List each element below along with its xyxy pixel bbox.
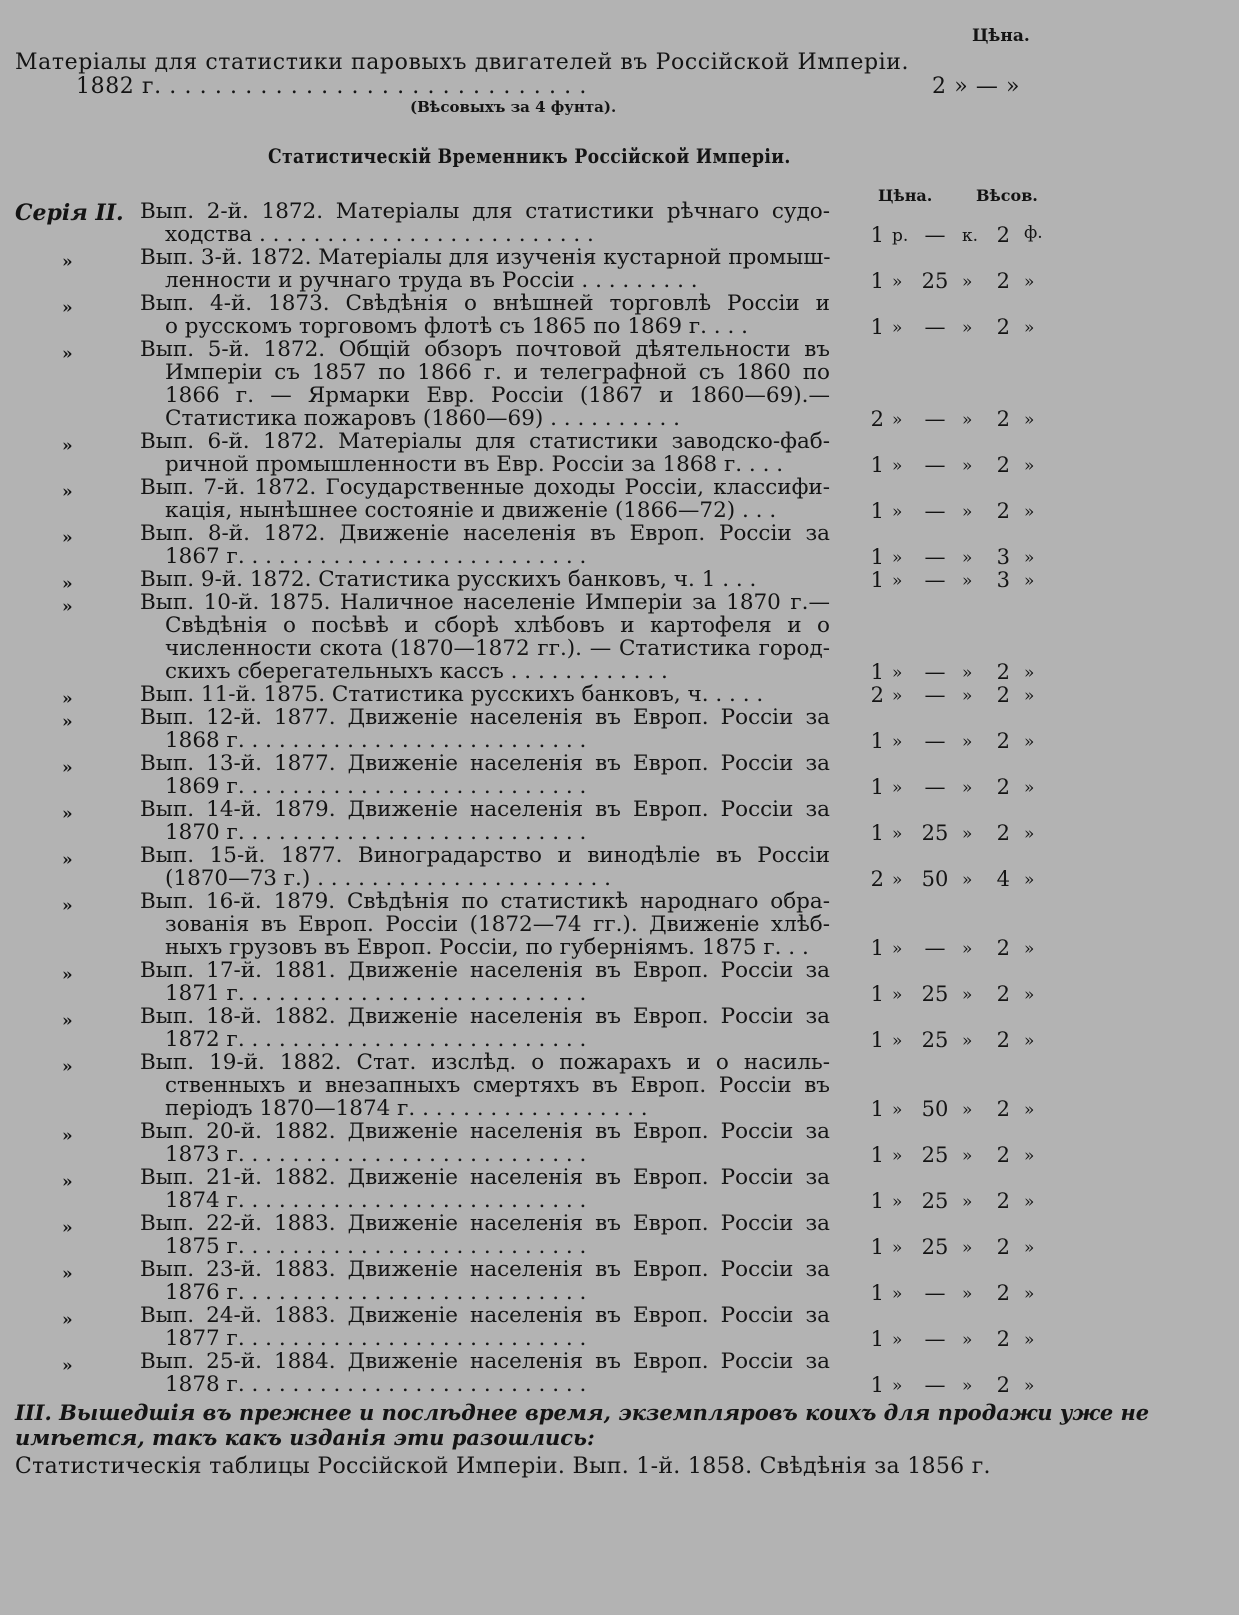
weight-part: » — [1024, 732, 1035, 752]
ditto-mark: » — [62, 1310, 73, 1330]
price-part: 1 — [870, 545, 884, 569]
ditto-mark: » — [62, 1057, 73, 1077]
price-part: — — [924, 1373, 946, 1397]
price-part: » — [962, 732, 973, 752]
weight-part: 2 — [996, 660, 1010, 684]
issue-text-line: Имперіи съ 1857 по 1866 г. и телеграфной съ 1860 по — [165, 361, 830, 384]
price-part: р. — [892, 226, 909, 246]
weight-part: 2 — [996, 1143, 1010, 1167]
price-part: » — [962, 456, 973, 476]
issue-text-line: Статистика пожаровъ (1860—69) . . . . . . . . . . — [165, 407, 680, 430]
issue-text-line: Вып. 10-й. 1875. Наличное населеніе Имперіи за 1870 г.— — [140, 591, 830, 614]
price-part: » — [892, 824, 903, 844]
weight-part: 4 — [996, 867, 1010, 891]
issue-text-line: 1874 г. . . . . . . . . . . . . . . . . . . . . . . . . . — [165, 1189, 587, 1212]
ditto-mark: » — [62, 1126, 73, 1146]
section-iii-line-2: имѣется, такъ какъ изданія эти разошлись: — [15, 1425, 595, 1450]
price-part: 2 — [870, 867, 884, 891]
issue-text-line: 1869 г. . . . . . . . . . . . . . . . . . . . . . . . . . — [165, 775, 587, 798]
issue-text-line: (1870—73 г.) . . . . . . . . . . . . . . . . . . . . . . — [165, 867, 611, 890]
weight-part: » — [1024, 824, 1035, 844]
price-part: » — [892, 985, 903, 1005]
price-part: 1 — [870, 821, 884, 845]
weight-part: » — [1024, 1238, 1035, 1258]
issue-text-line: Вып. 17-й. 1881. Движеніе населенія въ Европ. Россіи за — [140, 959, 830, 982]
weight-part: » — [1024, 1146, 1035, 1166]
price-part: 1 — [870, 315, 884, 339]
weight-part: 2 — [996, 499, 1010, 523]
issue-text-line: Вып. 25-й. 1884. Движеніе населенія въ Европ. Россіи за — [140, 1350, 830, 1373]
weight-part: 2 — [996, 936, 1010, 960]
weight-part: » — [1024, 548, 1035, 568]
ditto-mark: » — [62, 1218, 73, 1238]
weight-part: » — [1024, 778, 1035, 798]
weight-part: » — [1024, 1330, 1035, 1350]
issue-text-line: Вып. 3-й. 1872. Матеріалы для изученія кустарной промыш- — [140, 246, 830, 269]
issue-text-line: Вып. 16-й. 1879. Свѣдѣнія по статистикѣ народнаго обра- — [140, 890, 830, 913]
ditto-mark: » — [62, 712, 73, 732]
weight-part: » — [1024, 663, 1035, 683]
issue-text-line: 1866 г. — Ярмарки Евр. Россіи (1867 и 1860—69).— — [165, 384, 830, 407]
price-part: 1 — [870, 223, 884, 247]
weight-part: ф. — [1024, 223, 1043, 243]
issue-text-line: 1875 г. . . . . . . . . . . . . . . . . . . . . . . . . . — [165, 1235, 587, 1258]
weight-part: » — [1024, 1376, 1035, 1396]
issue-text-line: Вып. 18-й. 1882. Движеніе населенія въ Европ. Россіи за — [140, 1005, 830, 1028]
ditto-mark: » — [62, 896, 73, 916]
price-part: к. — [962, 226, 979, 246]
price-part: — — [924, 315, 946, 339]
ditto-mark: » — [62, 597, 73, 617]
weight-part: » — [1024, 456, 1035, 476]
price-part: » — [962, 663, 973, 683]
weight-part: 2 — [996, 775, 1010, 799]
price-part: 1 — [870, 499, 884, 523]
issue-text-line: Вып. 7-й. 1872. Государственные доходы Россіи, классифи- — [140, 476, 830, 499]
ditto-mark: » — [62, 1356, 73, 1376]
price-part: 50 — [921, 1097, 949, 1121]
price-part: 1 — [870, 1281, 884, 1305]
issue-text-line: Вып. 14-й. 1879. Движеніе населенія въ Европ. Россіи за — [140, 798, 830, 821]
price-part: » — [962, 778, 973, 798]
price-part: » — [962, 686, 973, 706]
weight-part: » — [1024, 410, 1035, 430]
price-part: 1 — [870, 453, 884, 477]
price-part: » — [962, 571, 973, 591]
weight-part: 2 — [996, 1327, 1010, 1351]
price-part: 25 — [921, 1028, 949, 1052]
series-label: Серія II. — [15, 200, 124, 226]
price-part: — — [924, 568, 946, 592]
price-part: 1 — [870, 1143, 884, 1167]
ditto-mark: » — [62, 804, 73, 824]
intro-weight-note: (Вѣсовыхъ за 4 фунта). — [410, 98, 617, 116]
issue-text-line: 1871 г. . . . . . . . . . . . . . . . . . . . . . . . . . — [165, 982, 587, 1005]
weight-part: » — [1024, 985, 1035, 1005]
issue-text-line: скихъ сберегательныхъ кассъ . . . . . . . . . . . . — [165, 660, 668, 683]
section-iii-line-1: III. Вышедшія въ прежнее и послѣднее время, экземпляровъ коихъ для продажи уже не — [15, 1400, 1150, 1425]
issue-text-line: Вып. 4-й. 1873. Свѣдѣнія о внѣшней торговлѣ Россіи и — [140, 292, 830, 315]
weight-part: » — [1024, 272, 1035, 292]
price-part: 2 — [870, 683, 884, 707]
price-part: — — [924, 775, 946, 799]
price-part: » — [962, 1376, 973, 1396]
price-part: » — [962, 939, 973, 959]
issue-text-line: зованія въ Европ. Россіи (1872—74 гг.). Движеніе хлѣб- — [165, 913, 830, 936]
ditto-mark: » — [62, 1264, 73, 1284]
price-part: 1 — [870, 1097, 884, 1121]
price-part: » — [962, 1284, 973, 1304]
weight-part: » — [1024, 686, 1035, 706]
price-part: » — [892, 410, 903, 430]
price-part: » — [892, 686, 903, 706]
issue-text-line: Свѣдѣнія о посѣвѣ и сборѣ хлѣбовъ и картофеля и о — [165, 614, 830, 637]
issue-text-line: ходства . . . . . . . . . . . . . . . . . . . . . . . . . — [165, 223, 594, 246]
price-part: » — [892, 1330, 903, 1350]
price-part: — — [924, 683, 946, 707]
price-part: » — [962, 318, 973, 338]
weight-part: » — [1024, 571, 1035, 591]
price-part: » — [892, 778, 903, 798]
ditto-mark: » — [62, 344, 73, 364]
weight-part: 2 — [996, 407, 1010, 431]
price-part: 1 — [870, 1028, 884, 1052]
ditto-mark: » — [62, 850, 73, 870]
issue-text-line: ныхъ грузовъ въ Европ. Россіи, по губерніямъ. 1875 г. . . — [165, 936, 809, 959]
price-part: » — [962, 824, 973, 844]
weight-part: » — [1024, 1284, 1035, 1304]
price-part: » — [962, 1031, 973, 1051]
issue-text-line: Вып. 24-й. 1883. Движеніе населенія въ Европ. Россіи за — [140, 1304, 830, 1327]
price-part: » — [892, 939, 903, 959]
price-part: » — [892, 1376, 903, 1396]
price-part: » — [892, 1192, 903, 1212]
ditto-mark: » — [62, 436, 73, 456]
price-part: 25 — [921, 982, 949, 1006]
price-part: » — [962, 410, 973, 430]
final-entry: Статистическія таблицы Россійской Имперіи. Вып. 1-й. 1858. Свѣдѣнія за 1856 г. — [15, 1454, 991, 1479]
weight-part: » — [1024, 1031, 1035, 1051]
weight-part: 2 — [996, 1028, 1010, 1052]
intro-price: 2 » — » — [932, 74, 1021, 99]
weight-part: 2 — [996, 982, 1010, 1006]
issue-text-line: Вып. 6-й. 1872. Матеріалы для статистики заводско-фаб- — [140, 430, 830, 453]
price-part: » — [962, 1100, 973, 1120]
column-price-header: Цѣна. — [878, 186, 933, 205]
issue-text-line: ственныхъ и внезапныхъ смертяхъ въ Европ. Россіи въ — [165, 1074, 830, 1097]
issue-text-line: ленности и ручнаго труда въ Россіи . . . . . . . . . — [165, 269, 698, 292]
issue-text-line: періодъ 1870—1874 г. . . . . . . . . . . . . . . . . . — [165, 1097, 648, 1120]
issue-text-line: 1877 г. . . . . . . . . . . . . . . . . . . . . . . . . . — [165, 1327, 587, 1350]
ditto-mark: » — [62, 1172, 73, 1192]
weight-part: » — [1024, 939, 1035, 959]
price-part: » — [962, 548, 973, 568]
price-part: 1 — [870, 775, 884, 799]
price-part: » — [892, 272, 903, 292]
price-part: » — [962, 985, 973, 1005]
price-part: 2 — [870, 407, 884, 431]
issue-text-line: Вып. 15-й. 1877. Виноградарство и винодѣліе въ Россіи — [140, 844, 830, 867]
weight-part: » — [1024, 1100, 1035, 1120]
issue-text-line: Вып. 12-й. 1877. Движеніе населенія въ Европ. Россіи за — [140, 706, 830, 729]
price-part: » — [892, 318, 903, 338]
weight-part: 2 — [996, 683, 1010, 707]
price-part: — — [924, 729, 946, 753]
price-part: — — [924, 660, 946, 684]
price-part: 1 — [870, 269, 884, 293]
issue-text-line: кація, нынѣшнее состояніе и движеніе (1866—72) . . . — [165, 499, 777, 522]
price-part: 1 — [870, 982, 884, 1006]
price-part: — — [924, 453, 946, 477]
weight-part: 2 — [996, 315, 1010, 339]
price-part: » — [892, 1100, 903, 1120]
price-part: 25 — [921, 1143, 949, 1167]
issue-text-line: Вып. 22-й. 1883. Движеніе населенія въ Европ. Россіи за — [140, 1212, 830, 1235]
issue-text-line: 1872 г. . . . . . . . . . . . . . . . . . . . . . . . . . — [165, 1028, 587, 1051]
price-part: » — [962, 1146, 973, 1166]
issue-text-line: Вып. 23-й. 1883. Движеніе населенія въ Европ. Россіи за — [140, 1258, 830, 1281]
price-part: — — [924, 1281, 946, 1305]
price-part: — — [924, 223, 946, 247]
price-part: 1 — [870, 729, 884, 753]
weight-part: 2 — [996, 821, 1010, 845]
issue-text-line: 1878 г. . . . . . . . . . . . . . . . . . . . . . . . . . — [165, 1373, 587, 1396]
weight-part: 2 — [996, 269, 1010, 293]
issue-text-line: 1873 г. . . . . . . . . . . . . . . . . . . . . . . . . . — [165, 1143, 587, 1166]
issue-text-line: 1870 г. . . . . . . . . . . . . . . . . . . . . . . . . . — [165, 821, 587, 844]
ditto-mark: » — [62, 574, 73, 594]
issue-text-line: 1876 г. . . . . . . . . . . . . . . . . . . . . . . . . . — [165, 1281, 587, 1304]
issue-text-line: численности скота (1870—1872 гг.). — Статистика город- — [165, 637, 830, 660]
weight-part: 2 — [996, 1097, 1010, 1121]
weight-part: 2 — [996, 1235, 1010, 1259]
price-part: » — [892, 1031, 903, 1051]
price-part: » — [892, 456, 903, 476]
weight-part: 2 — [996, 1281, 1010, 1305]
price-part: 1 — [870, 568, 884, 592]
intro-line-1: Матеріалы для статистики паровыхъ двигателей въ Россійской Имперіи. — [15, 50, 910, 75]
weight-part: 2 — [996, 453, 1010, 477]
price-part: 25 — [921, 821, 949, 845]
weight-part: » — [1024, 870, 1035, 890]
issue-text-line: Вып. 19-й. 1882. Стат. изслѣд. о пожарахъ и о насиль- — [140, 1051, 830, 1074]
price-part: 25 — [921, 269, 949, 293]
issue-text-line: 1868 г. . . . . . . . . . . . . . . . . . . . . . . . . . — [165, 729, 587, 752]
issue-text-line: Вып. 5-й. 1872. Общій обзоръ почтовой дѣятельности въ — [140, 338, 830, 361]
price-part: » — [892, 548, 903, 568]
ditto-mark: » — [62, 1011, 73, 1031]
price-part: — — [924, 545, 946, 569]
price-part: 1 — [870, 936, 884, 960]
weight-part: » — [1024, 1192, 1035, 1212]
weight-part: 2 — [996, 729, 1010, 753]
price-part: 25 — [921, 1189, 949, 1213]
price-part: » — [962, 502, 973, 522]
price-header: Цѣна. — [972, 26, 1030, 46]
price-part: » — [892, 502, 903, 522]
ditto-mark: » — [62, 965, 73, 985]
issue-text-line: Вып. 11-й. 1875. Статистика русскихъ банковъ, ч. . . . . — [140, 683, 764, 706]
issue-text-line: 1867 г. . . . . . . . . . . . . . . . . . . . . . . . . . — [165, 545, 587, 568]
ditto-mark: » — [62, 252, 73, 272]
price-part: » — [892, 732, 903, 752]
price-part: 1 — [870, 660, 884, 684]
price-part: — — [924, 407, 946, 431]
issue-text-line: Вып. 8-й. 1872. Движеніе населенія въ Европ. Россіи за — [140, 522, 830, 545]
price-part: » — [892, 1146, 903, 1166]
issue-text-line: Вып. 20-й. 1882. Движеніе населенія въ Европ. Россіи за — [140, 1120, 830, 1143]
issue-text-line: Вып. 21-й. 1882. Движеніе населенія въ Европ. Россіи за — [140, 1166, 830, 1189]
issue-text-line: Вып. 2-й. 1872. Матеріалы для статистики рѣчнаго судо- — [140, 200, 830, 223]
price-part: » — [962, 1192, 973, 1212]
weight-part: 2 — [996, 223, 1010, 247]
issue-text-line: ричной промышленности въ Евр. Россіи за 1868 г. . . . — [165, 453, 784, 476]
price-part: » — [892, 1238, 903, 1258]
price-part: » — [962, 1238, 973, 1258]
weight-part: » — [1024, 318, 1035, 338]
price-part: — — [924, 936, 946, 960]
price-part: » — [962, 870, 973, 890]
ditto-mark: » — [62, 689, 73, 709]
price-part: » — [962, 272, 973, 292]
ditto-mark: » — [62, 482, 73, 502]
ditto-mark: » — [62, 528, 73, 548]
price-part: » — [962, 1330, 973, 1350]
ditto-mark: » — [62, 758, 73, 778]
column-weight-header: Вѣсов. — [976, 186, 1038, 205]
weight-part: 2 — [996, 1189, 1010, 1213]
weight-part: » — [1024, 502, 1035, 522]
price-part: » — [892, 571, 903, 591]
ditto-mark: » — [62, 298, 73, 318]
issue-text-line: о русскомъ торговомъ флотѣ съ 1865 по 1869 г. . . . — [165, 315, 748, 338]
issue-text-line: Вып. 9-й. 1872. Статистика русскихъ банковъ, ч. 1 . . . — [140, 568, 757, 591]
price-part: » — [892, 663, 903, 683]
price-part: 25 — [921, 1235, 949, 1259]
price-part: 1 — [870, 1373, 884, 1397]
weight-part: 2 — [996, 1373, 1010, 1397]
price-part: — — [924, 1327, 946, 1351]
price-part: 1 — [870, 1235, 884, 1259]
issue-text-line: Вып. 13-й. 1877. Движеніе населенія въ Европ. Россіи за — [140, 752, 830, 775]
price-part: » — [892, 870, 903, 890]
price-part: — — [924, 499, 946, 523]
price-part: 50 — [921, 867, 949, 891]
price-part: » — [892, 1284, 903, 1304]
price-part: 1 — [870, 1189, 884, 1213]
section-title: Статистическій Временникъ Россійской Имперіи. — [268, 144, 791, 168]
intro-line-2: 1882 г. . . . . . . . . . . . . . . . . . . . . . . . . . . . . — [76, 74, 587, 99]
weight-part: 3 — [996, 545, 1010, 569]
price-part: 1 — [870, 1327, 884, 1351]
weight-part: 3 — [996, 568, 1010, 592]
